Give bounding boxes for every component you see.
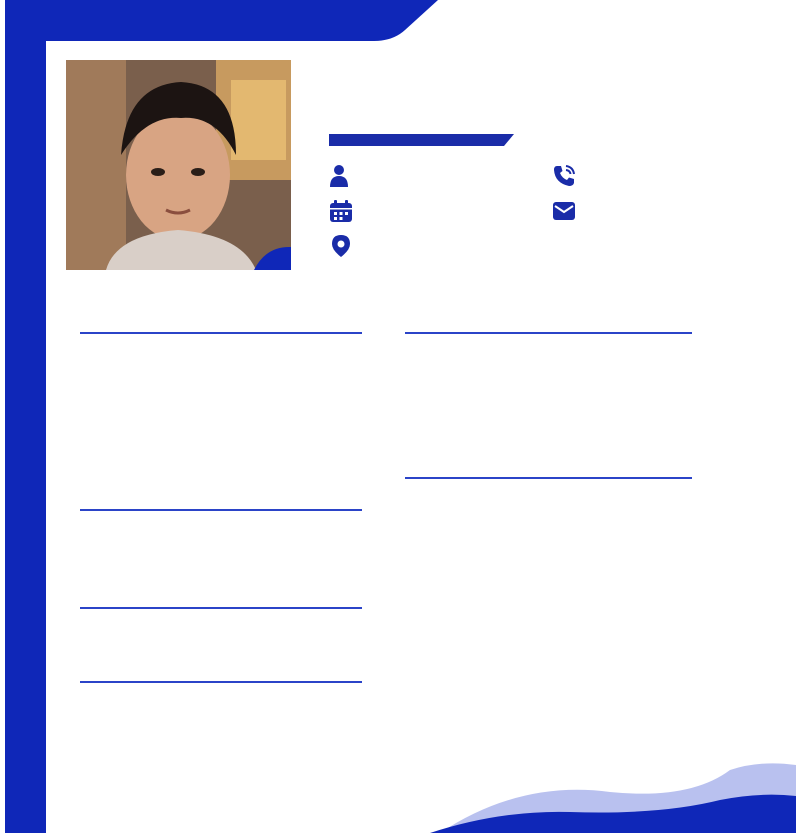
position-underline [329, 134, 514, 146]
birthday-row [329, 199, 369, 223]
certificates-divider [80, 607, 362, 609]
experience-divider [405, 477, 692, 479]
email-icon [552, 199, 576, 223]
person-icon [329, 164, 353, 188]
address-row [329, 234, 369, 258]
email-row [552, 199, 592, 223]
phone-row [552, 164, 592, 188]
education-divider [405, 332, 692, 334]
calendar-icon [329, 199, 353, 223]
top-frame-tab [5, 0, 438, 41]
objective-divider [80, 332, 362, 334]
hobbies-divider [80, 681, 362, 683]
left-frame-bar [5, 0, 46, 833]
profile-photo [66, 60, 291, 270]
phone-icon [552, 164, 576, 188]
location-icon [329, 234, 353, 258]
skills-divider [80, 509, 362, 511]
gender-row [329, 164, 369, 188]
